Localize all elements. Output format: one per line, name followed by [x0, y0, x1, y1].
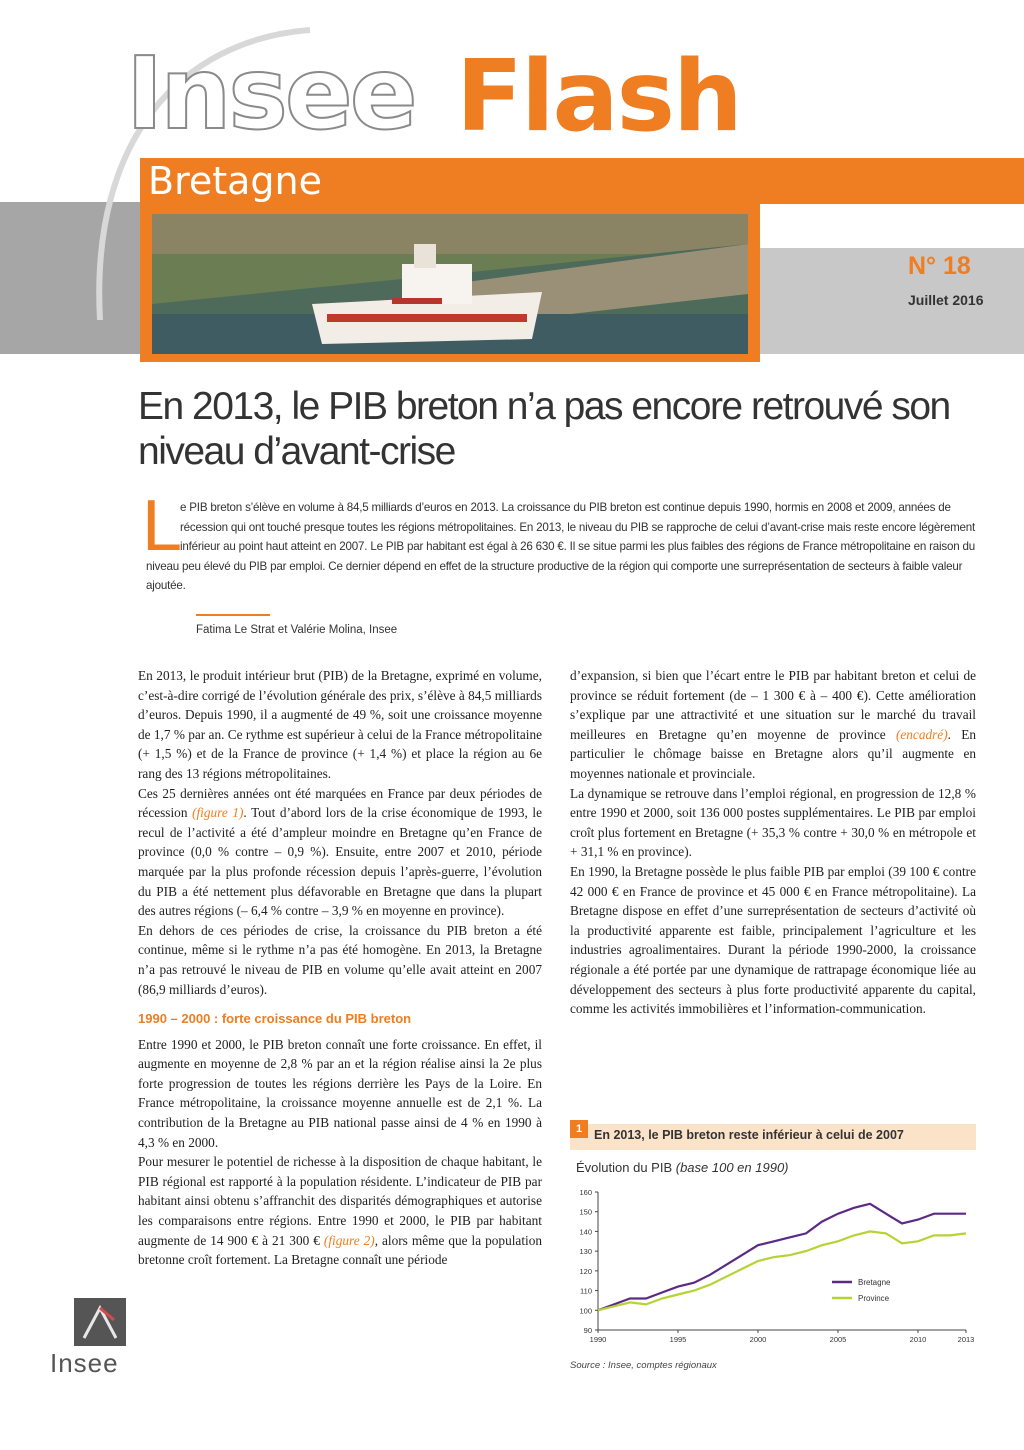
right-column — [570, 666, 976, 1019]
legend-label-province: Province — [858, 1294, 890, 1303]
header-white-strip — [760, 204, 1024, 248]
figure-source: Source : Insee, comptes régionaux — [570, 1360, 717, 1371]
left-paragraph-5-a: Pour mesurer le potentiel de richesse à la disposition de chaque habitant, le PIB régional est rapporté à la population résidente. L’indicateur de PIB par habitant ainsi obtenu s’affranchit des disparités démographiques et autorise les comparaisons entre régions. Entre 1990 et 2000, le PIB par habitant augmente de 14 900 € à 21 300 € — [138, 1154, 542, 1248]
figure-2-reference[interactable]: (figure 2) — [323, 1232, 375, 1248]
y-tick-label: 110 — [580, 1286, 592, 1296]
figure-title: En 2013, le PIB breton reste inférieur à celui de 2007 — [594, 1128, 904, 1142]
x-tick-label: 1990 — [589, 1335, 607, 1344]
x-tick-label: 2010 — [909, 1335, 927, 1344]
left-paragraph-4: Entre 1990 et 2000, le PIB breton connaît une forte croissance. En effet, il augmente en moyenne de 2,8 % par an et la région réalise ainsi la 2e plus forte progression de toutes les régions derrière les Pays de la Loire. En France métropolitaine, la croissance moyenne annuelle est de 2,1 %. La contribution de la Bretagne au PIB national passe ainsi de 4 % en 1990 à 4,3 % en 2000. — [138, 1036, 542, 1150]
logo-flash: Flash — [456, 40, 741, 154]
left-paragraph-2-b: . Tout d’abord lors de la crise économique de 1993, le recul de l’activité a été d’ampleur moindre en Bretagne qu’en France de province (0,0 % contre – 0,9 %). Ensuite, entre 2007 et 2010, période marquée par la plus profonde récession depuis l’après-guerre, l’évolution du PIB a été nettement plus défavorable en Bretagne que dans la plupart des autres régions (– 6,4 % contre – 3,9 % en moyenne en province). — [138, 805, 542, 919]
lead-text: e PIB breton s’élève en volume à 84,5 milliards d’euros en 2013. La croissance du PIB breton est continue depuis 1990, hormis en 2008 et 2009, années de récession qui ont touché presque toutes les régions métropolitaines. En 2013, le niveau du PIB se rapproche de celui d’avant-crise mais reste encore légèrement inférieur au point haut atteint en 2007. Le PIB par habitant est égal à 26 630 €. Il se situe parmi les plus faibles des régions de France métropolitaine en raison du niveau peu élevé du PIB par emploi. Ce dernier dépend en effet de la structure productive de la région qui comporte une surreprésentation de secteurs à faible valeur ajoutée. — [146, 501, 976, 592]
left-column — [138, 666, 542, 1270]
issue-number: N° 18 — [908, 252, 971, 280]
left-paragraph-3: En dehors de ces périodes de crise, la croissance du PIB breton a été continue, même si le rythme n’a pas été homogène. En 2013, la Bretagne n’a pas retrouvé le niveau de PIB en volume qu’elle avait atteint en 2007 (86,9 milliards d’euros). — [138, 922, 542, 997]
lead-paragraph — [146, 498, 976, 596]
dropcap-glyph: L — [142, 486, 183, 566]
y-tick-label: 120 — [579, 1266, 592, 1276]
chart-title-main: Évolution du PIB — [576, 1160, 673, 1175]
y-tick-label: 100 — [579, 1306, 592, 1316]
y-tick-label: 140 — [579, 1227, 592, 1237]
insee-logo-text: Insee — [50, 1348, 119, 1378]
right-paragraph-1 — [570, 666, 976, 784]
left-paragraph-5 — [138, 1152, 542, 1270]
y-tick-label: 160 — [579, 1188, 592, 1197]
chart-subtitle: (base 100 en 1990) — [675, 1160, 789, 1175]
series-line-province — [598, 1231, 966, 1310]
insee-logo-mark — [74, 1298, 126, 1346]
y-tick-label: 90 — [583, 1326, 592, 1335]
right-paragraph-2: La dynamique se retrouve dans l’emploi régional, en progression de 12,8 % entre 1990 et 2000, soit 136 000 postes supplémentaires. Le PIB par emploi croît plus fortement en Bretagne (+ 35,3 % contre + 30,0 % en métropole et + 31,1 % en province). — [570, 785, 976, 860]
logo-insee: Insee — [126, 35, 415, 152]
y-tick-label: 150 — [579, 1207, 592, 1217]
right-paragraph-3: En 1990, la Bretagne possède le plus faible PIB par emploi (39 100 € contre 42 000 € en France de province et 45 000 € en France métropolitaine). La Bretagne dispose en effet d’une surreprésentation de secteurs d’activité où la productivité apparente est faible, principalement l’agriculture et les industries agroalimentaires. Durant la période 1990-2000, la croissance régionale a été portée par une dynamique de rattrapage économique liée au développement des secteurs à plus forte productivité apparente du capital, comme les activités immobilières et l’information-communication. — [570, 863, 976, 1017]
authors: Fatima Le Strat et Valérie Molina, Insee — [196, 624, 398, 636]
right-paragraph-1-a: d’expansion, si bien que l’écart entre le PIB par habitant breton et celui de province se réduit fortement (de – 1 300 € à – 400 €). Cette amélioration s’explique par une attractivité et une situation sur le marché du travail meilleures en Bretagne qu’en moyenne de province — [570, 668, 976, 742]
x-tick-label: 2000 — [749, 1335, 767, 1344]
x-tick-label: 2013 — [957, 1335, 975, 1344]
encadre-reference[interactable]: (encadré) — [895, 726, 948, 742]
issue-info-box — [760, 248, 1024, 354]
x-tick-label: 1995 — [669, 1335, 687, 1344]
legend-label-bretagne: Bretagne — [858, 1278, 891, 1287]
section-heading: 1990 – 2000 : forte croissance du PIB breton — [138, 1011, 412, 1027]
issue-date: Juillet 2016 — [908, 292, 984, 308]
left-paragraph-5-b: , alors même que la population bretonne croît fortement. La Bretagne connaît une période — [138, 1232, 543, 1268]
left-paragraph-2 — [138, 784, 542, 921]
right-paragraph-1-b: . En particulier le chômage baisse en Bretagne alors qu’il augmente en moyennes nationale et provinciale. — [570, 726, 976, 781]
chart-title — [576, 1160, 789, 1175]
page-title: En 2013, le PIB breton n’a pas encore retrouvé son niveau d’avant-crise — [138, 385, 950, 473]
region-label: Bretagne — [148, 159, 323, 203]
figure-1-reference[interactable]: (figure 1) — [192, 805, 244, 821]
y-tick-label: 130 — [579, 1247, 592, 1257]
left-paragraph-1: En 2013, le produit intérieur brut (PIB) de la Bretagne, exprimé en volume, c’est-à-dire corrigé de l’évolution générale des prix, s’élève à 84,5 milliards d’euros. Depuis 1990, il a augmenté de 49 %, soit une croissance moyenne de 1,7 % par an. Ce rythme est supérieur à celui de la France métropolitaine (+ 1,5 %) et de la France de province (+ 1,4 %) et place la région au 6e rang des 13 régions métropolitaines. — [138, 668, 542, 781]
pib-line-chart — [570, 1182, 976, 1352]
x-tick-label: 2005 — [829, 1335, 847, 1344]
author-divider — [196, 614, 270, 616]
figure-number: 1 — [570, 1120, 588, 1138]
left-paragraph-2-a: Ces 25 dernières années ont été marquées en France par deux périodes de récession — [138, 785, 542, 821]
lead-indent — [146, 498, 180, 556]
